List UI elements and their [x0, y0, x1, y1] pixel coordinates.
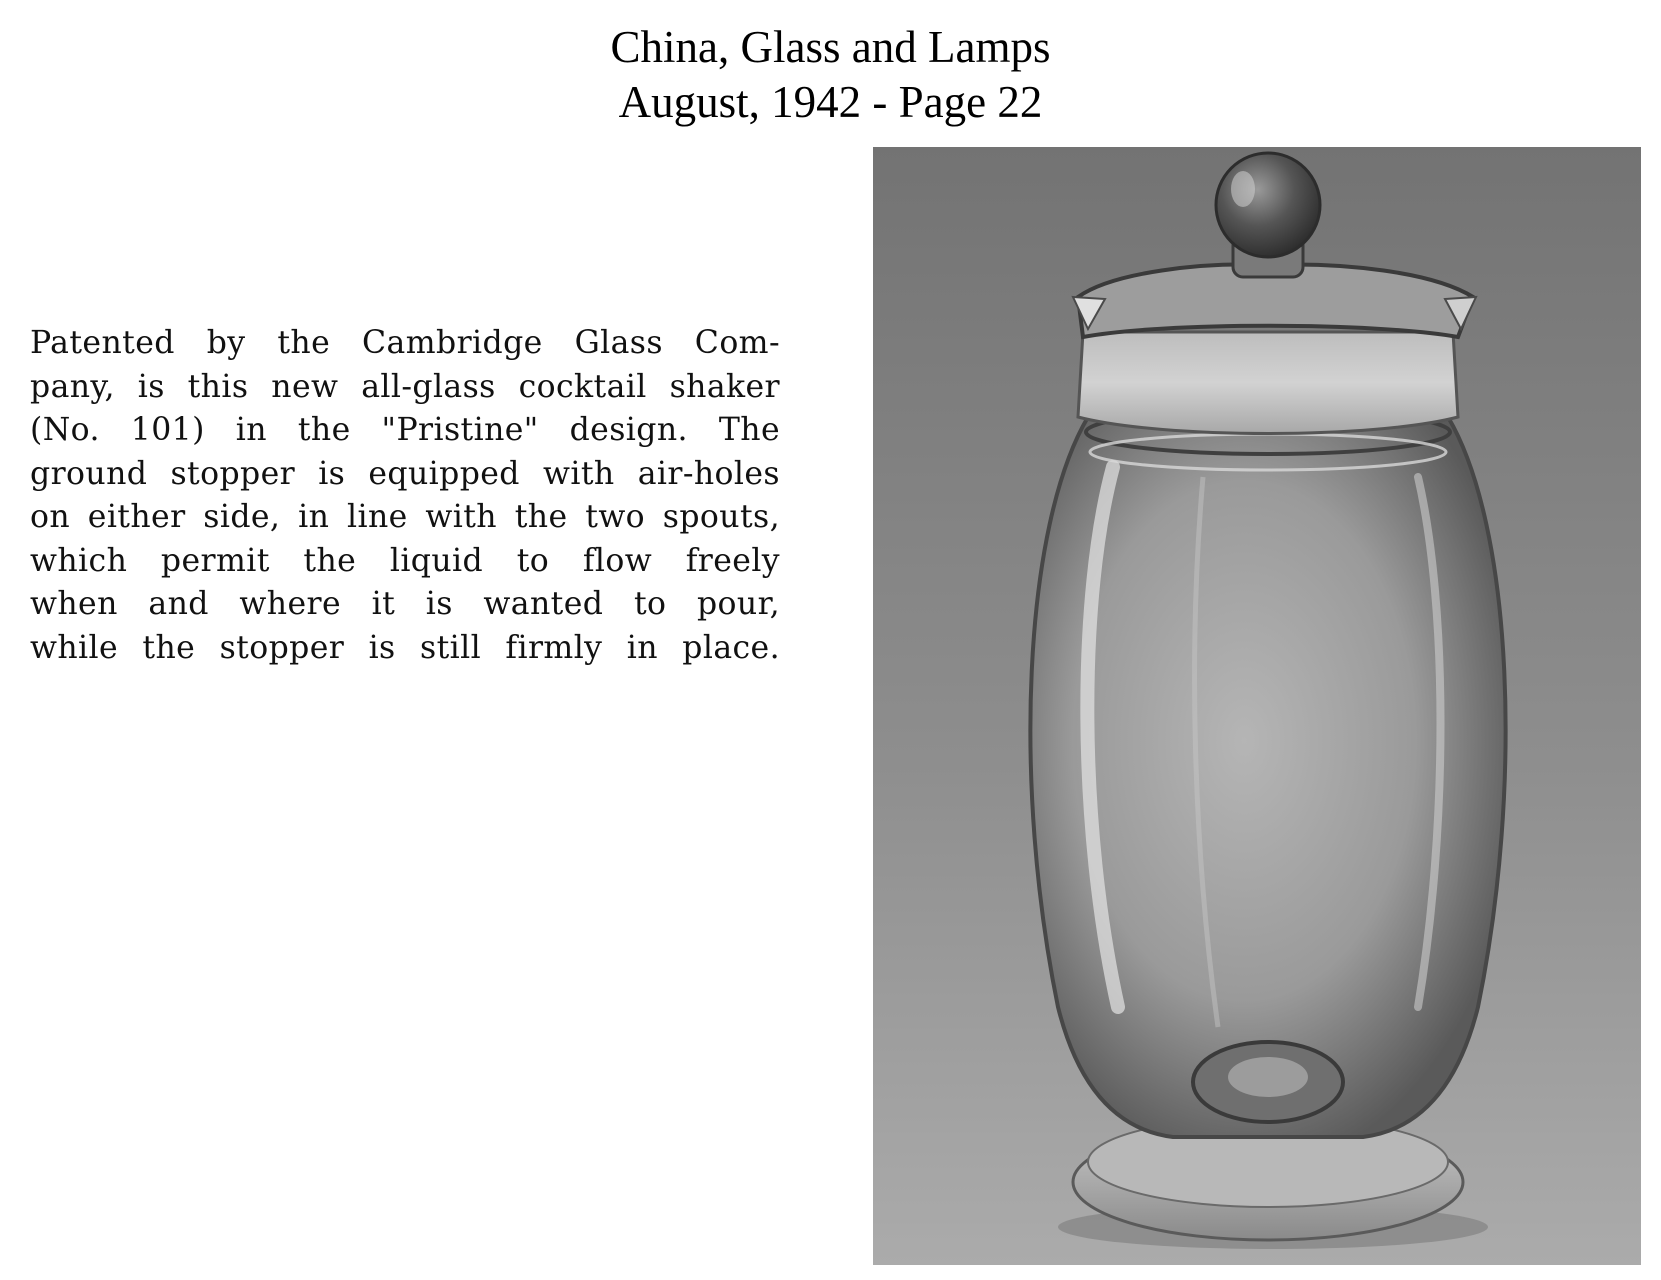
cocktail-shaker-photo: [873, 147, 1641, 1265]
caption-line: when and where it is wanted to pour,: [30, 586, 780, 622]
caption-line: pany, is this new all-glass cocktail shaker: [30, 368, 780, 405]
caption-line: while the stopper is still firmly in place.: [30, 629, 780, 666]
publication-title: China, Glass and Lamps: [610, 22, 1051, 72]
issue-date-page: August, 1942 - Page 22: [618, 77, 1043, 127]
caption-line: (No. 101) in the "Pristine" design. The: [30, 412, 780, 448]
caption-line: which permit the liquid to flow freely: [30, 542, 780, 579]
article-caption: [30, 322, 780, 670]
caption-line: Patented by the Cambridge Glass Com-: [30, 325, 780, 361]
caption-line: on either side, in line with the two spouts,: [30, 499, 780, 535]
caption-line: ground stopper is equipped with air-holes: [30, 455, 780, 492]
page-header: [0, 20, 1661, 130]
